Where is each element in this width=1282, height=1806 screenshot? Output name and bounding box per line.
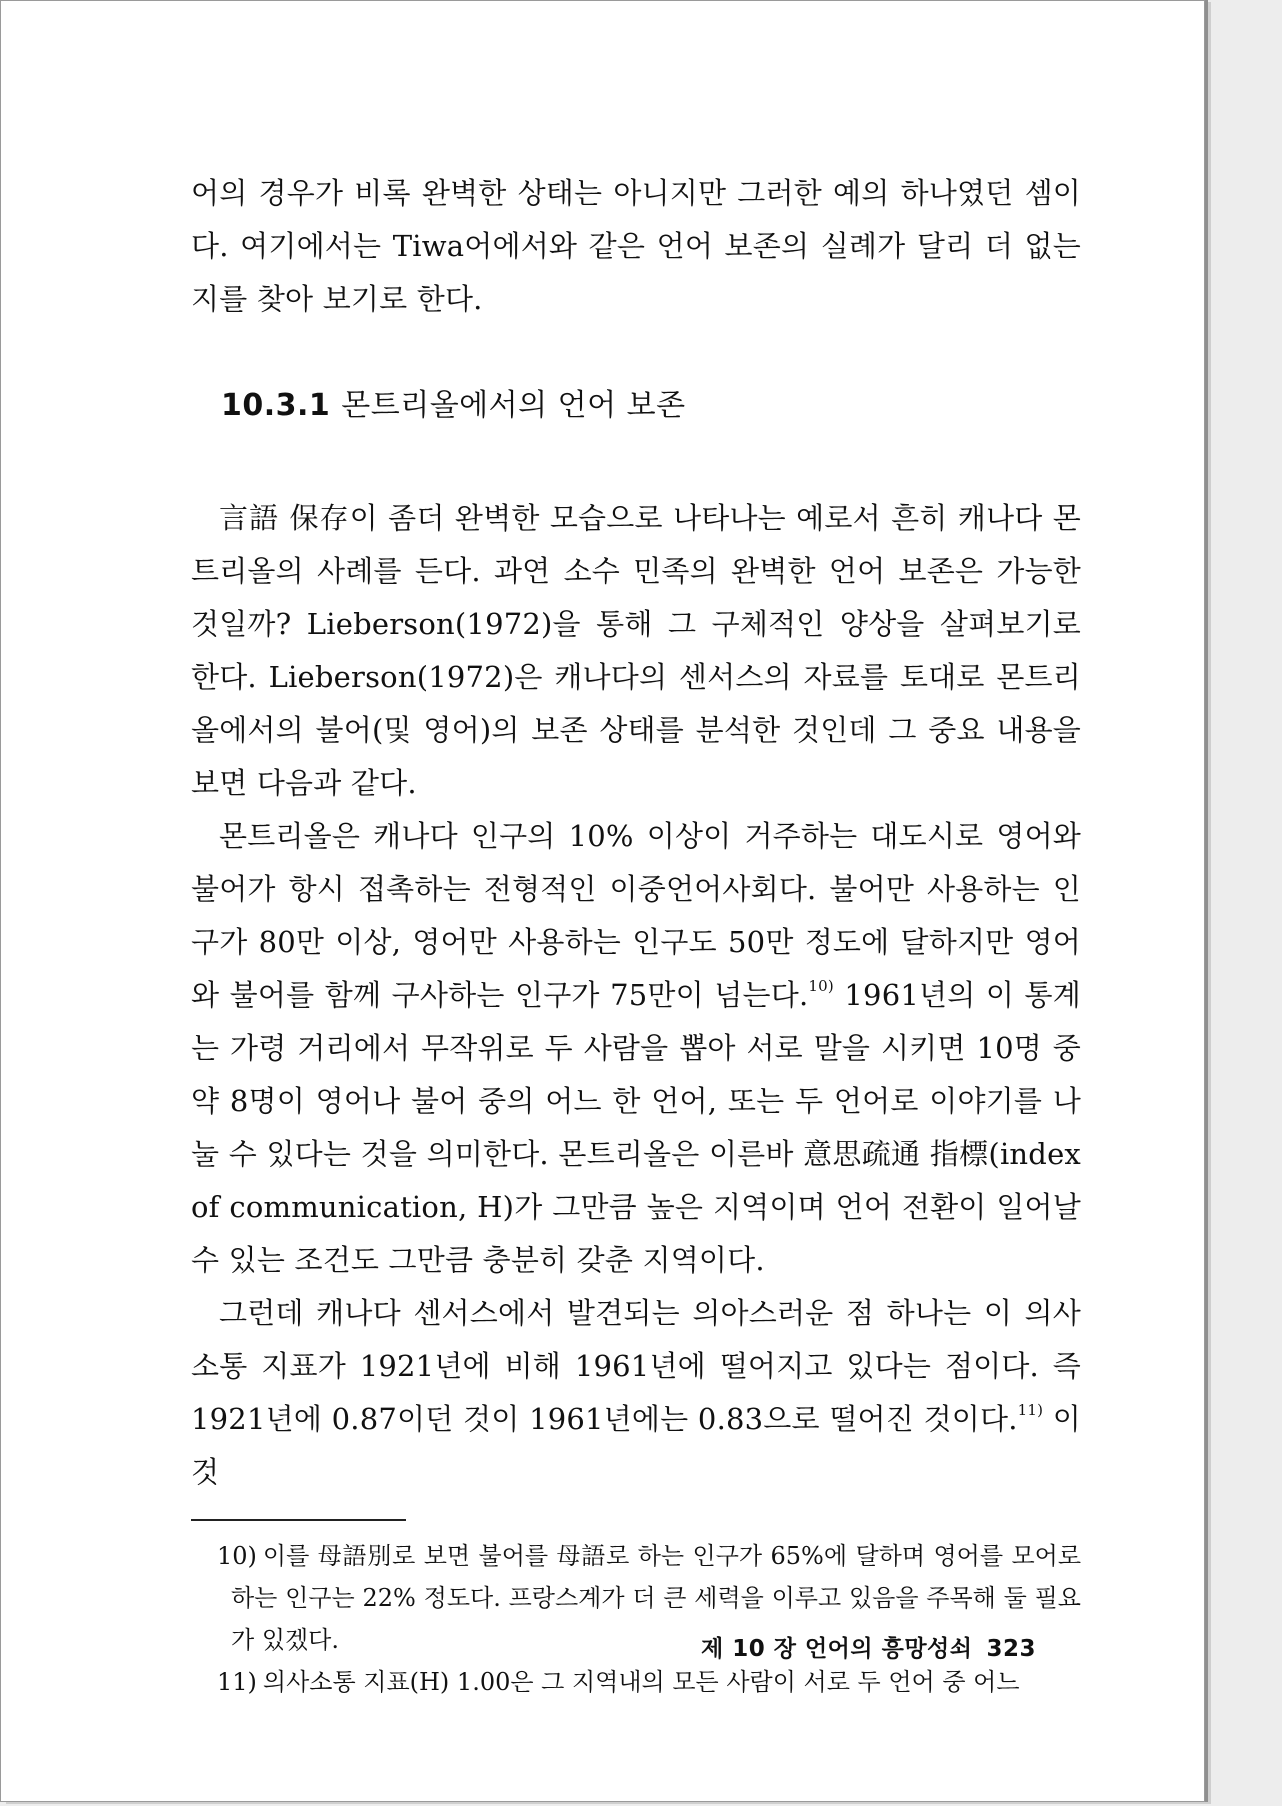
paragraph-montreal-intro: 言語 保存이 좀더 완벽한 모습으로 나타나는 예로서 흔히 캐나다 몬트리올의 사례를 든다. 과연 소수 민족의 완벽한 언어 보존은 가능한 것일까? Lieberson(1972)을 통해 그 구체적인 양상을 살펴보기로 한다. Lieberson(1972)은 캐나다의 센서스의 자료를 토대로 몬트리올에서의 불어(및 영어)의 보존 상태를 분석한 것인데 그 중요 내용을 보면 다음과 같다.: [191, 501, 1081, 800]
paragraph-communication-index: [191, 1287, 1081, 1499]
footnote-divider: [191, 1519, 406, 1521]
footnote-text: 의사소통 지표(H) 1.00은 그 지역내의 모든 사람이 서로 두 언어 중 어느: [262, 1668, 1020, 1696]
footnote-text: 이를 母語別로 보면 불어를 母語로 하는 인구가 65%에 달하며 영어를 모어로 하는 인구는 22% 정도다. 프랑스계가 더 큰 세력을 이루고 있음을 주목해 둘 필요가 있겠다.: [231, 1542, 1081, 1654]
running-footer: [701, 1630, 1036, 1663]
footnote-number: 11): [217, 1668, 257, 1696]
footnote-ref-10: 10): [808, 977, 834, 995]
footnote-11: [217, 1661, 1081, 1703]
footnote-ref-11: 11): [1017, 1401, 1044, 1419]
section-title: 몬트리올에서의 언어 보존: [341, 388, 686, 423]
chapter-title: 제 10 장 언어의 흥망성쇠: [701, 1636, 973, 1662]
section-heading: [221, 380, 1081, 424]
paragraph-text: 이것: [191, 1402, 1081, 1489]
paragraph-montreal-census: [191, 810, 1081, 1287]
section-number: 10.3.1: [221, 388, 331, 423]
paragraph-text: 몬트리올은 캐나다 인구의 10% 이상이 거주하는 대도시로 영어와 불어가 항시 접촉하는 전형적인 이중언어사회다. 불어만 사용하는 인구가 80만 이상, 영어만 사용하는 인구도 50만 정도에 달하지만 영어와 불어를 함께 구사하는 인구가 75만이 넘는다.: [191, 819, 1081, 1012]
footnote-number: 10): [217, 1542, 257, 1570]
page-content: [191, 167, 1081, 1703]
paragraph-intro: 어의 경우가 비록 완벽한 상태는 아니지만 그러한 예의 하나였던 셈이다. 여기에서는 Tiwa어에서와 같은 언어 보존의 실례가 달리 더 없는지를 찾아 보기로 한다.: [191, 176, 1081, 316]
paragraph-text: 1961년의 이 통계는 가령 거리에서 무작위로 두 사람을 뽑아 서로 말을 시키면 10명 중 약 8명이 영어나 불어 중의 어느 한 언어, 또는 두 언어로 이야기를 나눌 수 있다는 것을 의미한다. 몬트리올은 이른바 意思疏通 指標(index of communication, H)가 그만큼 높은 지역이며 언어 전환이 일어날 수 있는 조건도 그만큼 충분히 갖춘 지역이다.: [191, 978, 1081, 1277]
paragraph-text: 그런데 캐나다 센서스에서 발견되는 의아스러운 점 하나는 이 의사소통 지표가 1921년에 비해 1961년에 떨어지고 있다는 점이다. 즉 1921년에 0.87이던 것이 1961년에는 0.83으로 떨어진 것이다.: [191, 1296, 1081, 1436]
page-number: 323: [986, 1636, 1037, 1662]
